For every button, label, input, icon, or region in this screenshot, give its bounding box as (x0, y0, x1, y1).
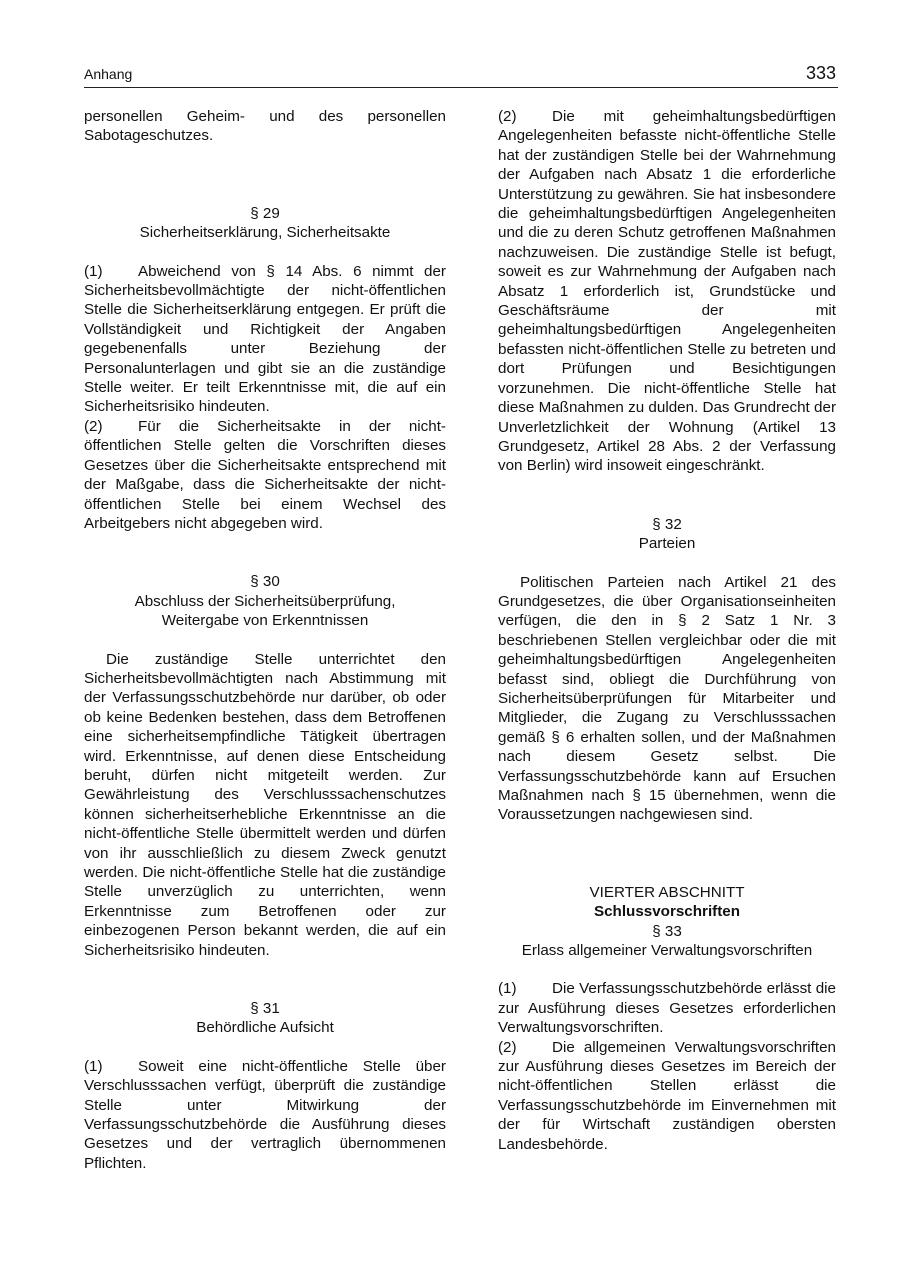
section-31-heading (84, 999, 446, 1038)
section-33-paragraph-1 (498, 979, 836, 1037)
chapter-title: Schlussvorschriften (593, 903, 741, 921)
section-number: § 30 (250, 573, 280, 591)
section-title: Parteien (638, 535, 696, 553)
section-33-paragraph-2 (498, 1038, 836, 1154)
paragraph-text: Soweit eine nicht-öffentliche Stelle über Verschlusssachen verfügt, überprüft die zuständige Stelle unter Mitwirkung der Verfassungsschutzbehörde die Ausführung dieses Gesetzes und der vertraglich übernommenen Pflichten. (84, 1057, 446, 1172)
chapter-label: VIERTER ABSCHNITT (589, 883, 745, 901)
section-29-paragraph-1 (84, 262, 446, 417)
running-header: Anhang (84, 66, 133, 82)
paragraph-text: Für die Sicherheitsakte in der nicht-öffentlichen Stelle gelten die Vorschriften dieses Gesetzes über die Sicherheitsakte entsprechend mit der Maßgabe, dass die Sicherheitsakte der nicht-öffentlichen Stelle bei einem Wechsel des Arbeitgebers nicht abgegeben wird. (84, 417, 446, 532)
section-31-paragraph-2 (498, 107, 836, 476)
section-31-paragraph-1 (84, 1057, 446, 1173)
section-30-heading (84, 572, 446, 630)
section-32-paragraph: Politischen Parteien nach Artikel 21 des Grundgesetzes, die über Organisationseinheiten verfügen, die den in § 2 Satz 1 Nr. 3 beschriebenen Stellen vergleichbar oder die mit geheimhaltungsbedürftigen Angelegenheiten befasst sind, obliegt die Durchführung von Sicherheitsüberprüfungen für Mitarbeiter und Mitglieder, die Zugang zu Verschlusssachen gemäß § 6 erhalten sollen, und der Maßnahmen nach diesem Gesetz selbst. Die Verfassungsschutzbehörde kann auf Ersuchen Maßnahmen nach § 15 übernehmen, wenn die Voraussetzungen nachgewiesen sind. (498, 573, 836, 824)
paragraph-number: (1) (498, 980, 517, 998)
section-32-heading (498, 515, 836, 554)
section-number: § 29 (250, 204, 280, 222)
section-title-line-2: Weitergabe von Erkenntnissen (161, 612, 369, 630)
paragraph-number: (1) (84, 1057, 103, 1075)
paragraph-text: Die Verfassungsschutzbehörde erlässt die zur Ausführung dieses Gesetzes erforderlichen Verwaltungsvorschriften. (498, 980, 836, 1037)
paragraph-number: (1) (84, 262, 103, 280)
left-column (84, 107, 446, 1173)
page-number: 333 (805, 63, 836, 83)
section-29-heading (84, 204, 446, 243)
section-30-paragraph: Die zuständige Stelle unterrichtet den Sicherheitsbevollmächtigten nach Abstimmung mit der Verfassungsschutzbehörde nur darüber, ob oder ob keine Bedenken bestehen, dass dem Betroffenen eine sicherheitsempfindliche Tätigkeit übertragen wird. Erkenntnisse, auf denen diese Entscheidung beruht, dürfen nicht mitgeteilt werden. Zur Gewährleistung des Verschlusssachenschutzes können sicherheitserhebliche Erkenntnisse an die nicht-öffentliche Stelle übermittelt werden und dürfen von ihr ausschließlich zu diesem Zweck genutzt werden. Die nicht-öffentliche Stelle hat die zuständige Stelle unverzüglich zu unterrichten, wenn Erkenntnisse zum Betroffenen oder zur einbezogenen Person bekannt werden, die auf ein Sicherheitsrisiko hindeuten. (84, 650, 446, 959)
right-column (498, 107, 836, 1154)
paragraph-text: Abweichend von § 14 Abs. 6 nimmt der Sicherheitsbevollmächtigte der nicht-öffentlichen Stelle die Sicherheitserklärung entgegen. Er prüft die Vollständigkeit und Richtigkeit der Angaben gegebenenfalls unter Beziehung der Personalunterlagen und gibt sie an die zuständige Stelle weiter. Er teilt Erkenntnisse mit, die auf ein Sicherheitsrisiko hindeuten. (84, 262, 446, 416)
paragraph-text: Die mit geheimhaltungsbedürftigen Angelegenheiten befasste nicht-öffentliche Stelle hat der zuständigen Stelle bei der Wahrnehmung der Aufgaben nach Absatz 1 die erforderliche Unterstützung zu gewähren. Sie hat insbesondere die geheimhaltungsbedürftigen Angelegenheiten und die zu deren Schutz getroffenen Maßnahmen nachzuweisen. Die zuständige Stelle ist befugt, soweit es zur Wahrnehmung der Aufgaben nach Absatz 1 erforderlich ist, Grundstücke und Geschäftsräume der mit geheimhaltungsbedürftigen Angelegenheiten befassten nicht-öffentlichen Stelle zu betreten und dort Prüfungen und Besichtigungen vorzunehmen. Die nicht-öffentliche Stelle hat diese Maßnahmen zu dulden. Das Grundrecht der Unverletzlichkeit der Wohnung (Artikel 13 Grundgesetz, Artikel 28 Abs. 2 der Verfassung von Berlin) wird insoweit eingeschränkt. (498, 108, 836, 475)
section-title-line-1: Abschluss der Sicherheitsüberprüfung, (134, 592, 396, 610)
paragraph-number: (2) (498, 108, 517, 125)
paragraph-text: Die allgemeinen Verwaltungsvorschriften zur Ausführung dieses Gesetzes im Bereich der nicht-öffentlichen Stellen erlässt die Verfassungsschutzbehörde im Einvernehmen mit der für Wirtschaft zuständigen obersten Landesbehörde. (498, 1038, 836, 1153)
section-29-paragraph-2 (84, 417, 446, 533)
paragraph-number: (2) (84, 417, 103, 435)
section-number: § 31 (250, 1000, 280, 1018)
paragraph-number: (2) (498, 1038, 517, 1056)
section-title: Behördliche Aufsicht (196, 1019, 334, 1037)
continued-paragraph: personellen Geheim- und des personellen Sabotageschutzes. (84, 108, 446, 145)
section-number: § 32 (652, 515, 682, 533)
section-title: Sicherheitserklärung, Sicherheitsakte (139, 224, 391, 242)
section-number: § 33 (652, 922, 682, 940)
header-rule (84, 87, 838, 88)
chapter-heading (498, 883, 836, 961)
section-title: Erlass allgemeiner Verwaltungsvorschriften (521, 942, 813, 960)
